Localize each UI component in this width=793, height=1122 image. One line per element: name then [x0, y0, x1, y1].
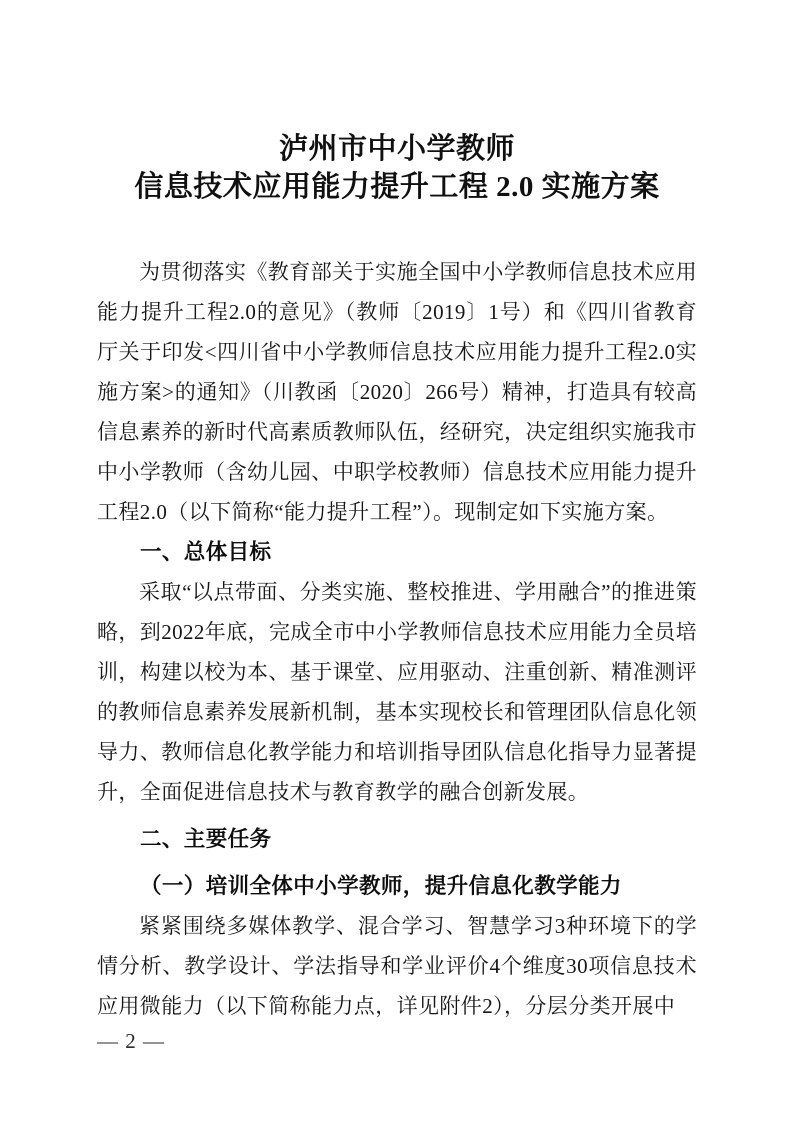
paragraph-overall-goal: 采取“以点带面、分类实施、整校推进、学用融合”的推进策略，到2022年底，完成全市中小学教师信息技术应用能力全员培训，构建以校为本、基于课堂、应用驱动、注重创新、精准测评的教师信息素养发展新机制，基本实现校长和管理团队信息化领导力、教师信息化教学能力和培训指导团队信息化指导力显著提升，全面促进信息技术与教育教学的融合创新发展。	[97, 580, 697, 804]
heading-main-tasks: 二、主要任务	[140, 827, 272, 851]
document-title-line1: 泸州市中小学教师	[278, 133, 515, 165]
subheading-task-1: （一）培训全体中小学教师，提升信息化教学能力	[140, 874, 622, 898]
page-number: — 2 —	[97, 1029, 165, 1053]
document-content	[97, 0, 697, 1026]
paragraph-task-1: 紧紧围绕多媒体教学、混合学习、智慧学习3种环境下的学情分析、教学设计、学法指导和学业评价4个维度30项信息技术应用微能力（以下简称能力点，详见附件2），分层分类开展中	[97, 914, 697, 1018]
document-title	[97, 130, 697, 206]
document-title-line2: 信息技术应用能力提升工程 2.0 实施方案	[134, 171, 660, 203]
document-body	[97, 252, 697, 1026]
paragraph-intro: 为贯彻落实《教育部关于实施全国中小学教师信息技术应用能力提升工程2.0的意见》（教师〔2019〕1号）和《四川省教育厅关于印发<四川省中小学教师信息技术应用能力提升工程2.0实施方案>的通知》（川教函〔2020〕266号）精神，打造具有较高信息素养的新时代高素质教师队伍，经研究，决定组织实施我市中小学教师（含幼儿园、中职学校教师）信息技术应用能力提升工程2.0（以下简称“能力提升工程”）。现制定如下实施方案。	[97, 260, 697, 524]
heading-overall-goal: 一、总体目标	[140, 540, 272, 564]
